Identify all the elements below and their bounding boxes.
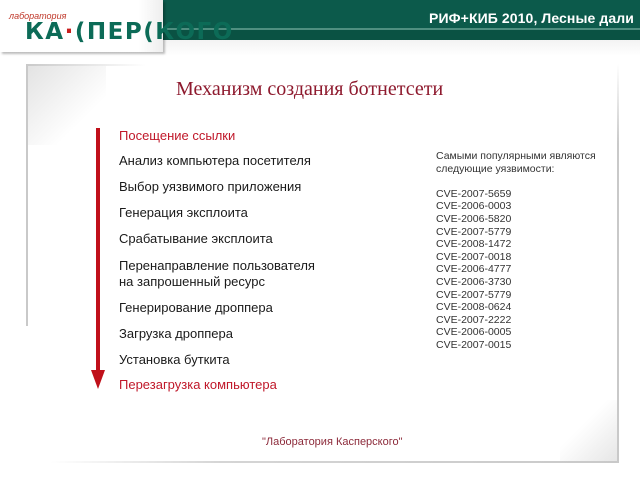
vulnerability-list [436, 150, 596, 352]
step-item: Перезагрузка компьютера [119, 377, 277, 392]
vuln-intro: Самыми популярными являются [436, 150, 596, 162]
step-item: Выбор уязвимого приложения [119, 179, 302, 194]
cve-item: CVE-2006-3730 [436, 275, 512, 288]
cve-item: CVE-2007-5779 [436, 225, 512, 238]
logo-subtitle: лаборатория [9, 11, 67, 21]
frame-corner-shade-bottom [560, 400, 617, 461]
cve-item: CVE-2006-0003 [436, 200, 512, 213]
cve-item: CVE-2007-2222 [436, 313, 512, 326]
logo-wordmark-part2: (ПЕР(КОГО [74, 19, 234, 45]
cve-item: CVE-2006-4777 [436, 263, 512, 276]
step-item: Перенаправление пользователя [119, 258, 315, 273]
vuln-intro: следующие уязвимости: [436, 162, 555, 175]
logo-wordmark [25, 19, 234, 45]
frame-left-border [26, 64, 28, 326]
step-item: Генерирование дроппера [119, 300, 273, 315]
slide-title: Механизм создания ботнетсети [176, 78, 444, 100]
footer-company: "Лаборатория Касперского" [262, 436, 403, 448]
logo-wordmark-part1: КА [25, 19, 65, 45]
step-item: Посещение ссылки [119, 128, 236, 143]
cve-item: CVE-2006-5820 [436, 212, 512, 225]
cve-item: CVE-2007-0015 [436, 338, 512, 351]
step-item: Срабатывание эксплоита [119, 231, 273, 246]
step-item: Установка буткита [119, 352, 230, 367]
cve-item: CVE-2006-0005 [436, 326, 512, 339]
cve-item: CVE-2007-5779 [436, 288, 512, 301]
cve-item: CVE-2008-0624 [436, 301, 512, 314]
step-item: Загрузка дроппера [119, 326, 233, 341]
step-item: Генерация эксплоита [119, 205, 248, 220]
frame-corner-shade [26, 65, 106, 145]
cve-item: CVE-2007-5659 [436, 187, 512, 200]
step-item: Анализ компьютера посетителя [119, 153, 311, 168]
arrow-down-icon [91, 370, 105, 389]
spacer [436, 175, 596, 188]
cve-item: CVE-2007-0018 [436, 250, 512, 263]
frame-right-border [617, 64, 619, 463]
kaspersky-logo [0, 0, 234, 52]
frame-bottom-border [50, 461, 619, 463]
frame-top-border [26, 64, 146, 66]
flow-arrow-shaft [96, 128, 100, 373]
cve-item: CVE-2008-1472 [436, 238, 512, 251]
logo-dot-icon: · [64, 19, 75, 45]
step-item-continued: на запрошенный ресурс [119, 274, 265, 289]
event-title: РИФ+КИБ 2010, Лесные дали [429, 10, 634, 26]
